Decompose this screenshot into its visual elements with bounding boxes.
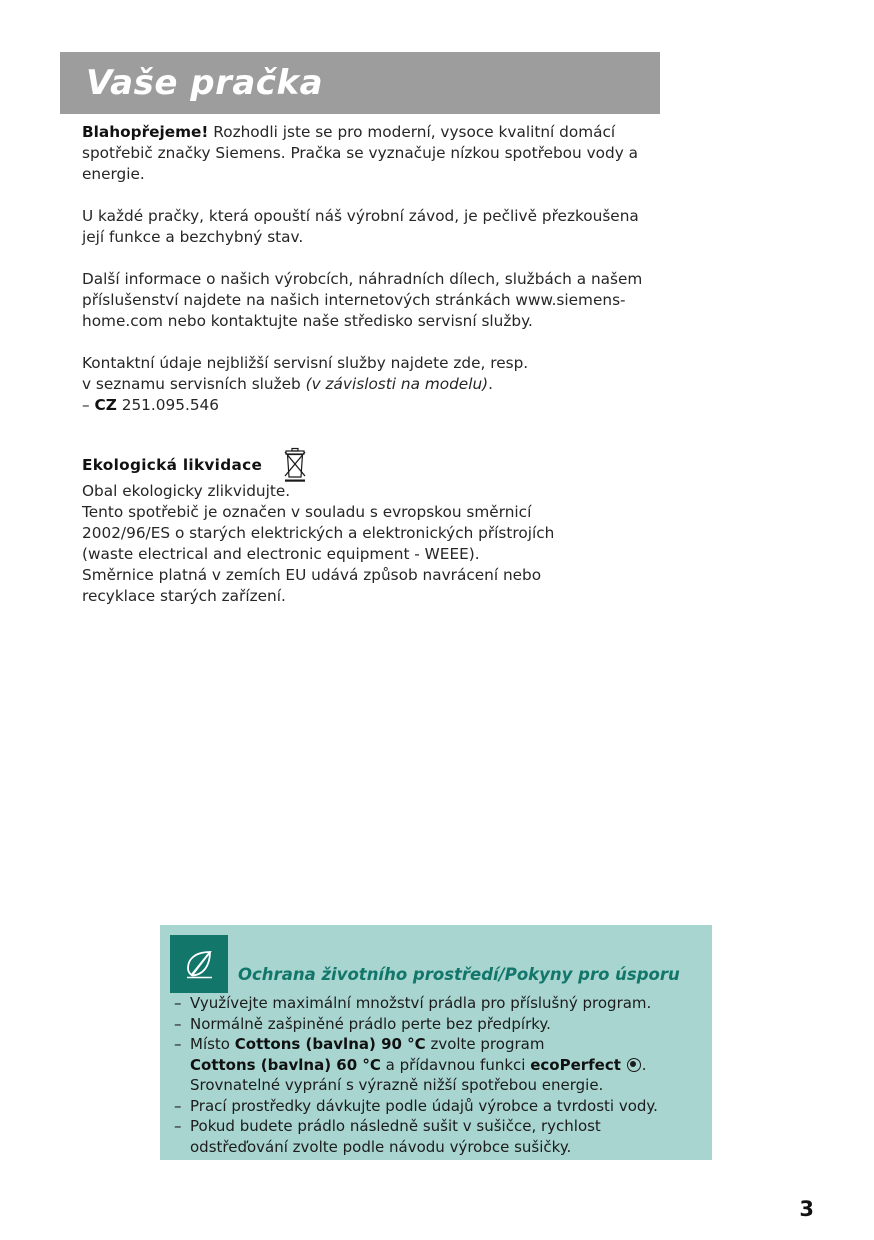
eco-tips-title: Ochrana životního prostředí/Pokyny pro úsporu xyxy=(238,965,680,984)
list-item-text xyxy=(190,1137,704,1158)
list-item-dash xyxy=(174,1075,190,1096)
tip-text-run: odstřeďování zvolte podle návodu výrobce sušičky. xyxy=(190,1137,572,1156)
list-item-dash: – xyxy=(174,994,182,1012)
congratulations-lead: Blahopřejeme! xyxy=(82,123,209,141)
list-item xyxy=(174,1096,704,1117)
intro-paragraph-3: Další informace o našich výrobcích, náhradních dílech, službách a našem příslušenství najdete na našich internetových stránkách www.siemens-home.com nebo kontaktujte naše středisko servisní služby. xyxy=(82,270,643,330)
list-item xyxy=(174,1116,704,1137)
intro-paragraph-1-rest: Rozhodli jste se pro moderní, vysoce kvalitní domácí spotřebič značky Siemens. Pračka se vyznačuje nízkou spotřebou vody a energie. xyxy=(82,123,639,183)
service-contact-line-1: Kontaktní údaje nejbližší servisní služby najdete zde, resp. xyxy=(82,354,529,372)
crossed-out-wheelie-bin-icon xyxy=(280,447,310,483)
tip-text-run: Pokud budete prádlo následně sušit v sušičce, rychlost xyxy=(190,1117,601,1135)
tip-text-run: Místo xyxy=(190,1035,235,1053)
list-item-text xyxy=(190,1116,704,1137)
tip-text-run xyxy=(621,1056,626,1074)
disposal-text-block xyxy=(82,481,682,607)
list-item xyxy=(174,1075,704,1096)
list-item-text xyxy=(190,1096,704,1117)
list-item-dash: – xyxy=(174,1096,182,1115)
service-contact-line-2a: v seznamu servisních služeb xyxy=(82,375,306,393)
tip-text-run: Využívejte maximální množství prádla pro příslušný program. xyxy=(190,994,652,1012)
disposal-line-3: 2002/96/ES o starých elektrických a elektronických přístrojích xyxy=(82,524,555,542)
service-contact-model-note: (v závislosti na modelu) xyxy=(305,375,489,393)
list-item-text xyxy=(190,1014,704,1035)
tip-text-run: Normálně zašpiněné prádlo perte bez předpírky. xyxy=(190,1014,551,1033)
disposal-heading-row xyxy=(82,447,662,483)
list-item-text xyxy=(190,1075,704,1096)
service-country-code: CZ xyxy=(94,396,117,414)
list-item xyxy=(174,1034,704,1055)
list-item-text xyxy=(190,993,704,1014)
intro-text-block xyxy=(82,122,662,416)
service-phone-number: 251.095.546 xyxy=(116,396,220,414)
disposal-heading: Ekologická likvidace xyxy=(82,456,263,474)
tip-text-run: a přídavnou funkci xyxy=(380,1055,531,1074)
list-item-dash xyxy=(174,1137,190,1158)
intro-paragraph-2: U každé pračky, která opouští náš výrobní závod, je pečlivě přezkoušena její funkce a bezchybný stav. xyxy=(82,207,639,246)
leaf-icon xyxy=(170,935,228,993)
list-item xyxy=(174,1014,704,1035)
tip-text-run: Srovnatelné vyprání s výrazně nižší spotřebou energie. xyxy=(190,1076,604,1094)
disposal-line-6: recyklace starých zařízení. xyxy=(82,587,286,605)
disposal-line-1: Obal ekologicky zlikvidujte. xyxy=(82,482,291,500)
page-title: Vaše pračka xyxy=(86,63,324,103)
eco-perfect-icon xyxy=(627,1058,641,1072)
list-item xyxy=(174,993,704,1014)
list-item-dash: – xyxy=(174,1014,182,1033)
intro-paragraph-1 xyxy=(82,122,662,185)
disposal-line-4: (waste electrical and electronic equipment - WEEE). xyxy=(82,545,480,563)
list-item xyxy=(174,1055,704,1076)
section-header-band xyxy=(60,52,660,114)
program-name: Cottons (bavlna) 90 °C xyxy=(234,1035,426,1053)
tip-text-run: Prací prostředky dávkujte podle údajů výrobce a tvrdosti vody. xyxy=(190,1096,658,1115)
eco-tips-box xyxy=(160,925,712,1160)
service-phone-dash: – xyxy=(82,396,95,414)
list-item-dash: – xyxy=(174,1117,182,1135)
tip-text-run: zvolte program xyxy=(425,1035,545,1053)
disposal-line-2: Tento spotřebič je označen v souladu s evropskou směrnicí xyxy=(82,503,532,521)
disposal-line-5: Směrnice platná v zemích EU udává způsob navrácení nebo xyxy=(82,566,542,584)
program-name: ecoPerfect xyxy=(530,1055,621,1074)
eco-tips-list xyxy=(174,993,704,1157)
program-name: Cottons (bavlna) 60 °C xyxy=(190,1055,381,1074)
service-contact-block xyxy=(82,353,662,416)
service-contact-line-2b: . xyxy=(488,375,493,393)
list-item-text xyxy=(190,1055,704,1076)
page-number: 3 xyxy=(799,1197,814,1221)
list-item-dash xyxy=(174,1055,190,1076)
list-item-dash: – xyxy=(174,1035,182,1053)
list-item xyxy=(174,1137,704,1158)
list-item-text xyxy=(190,1034,704,1055)
tip-text-run: . xyxy=(641,1055,647,1074)
